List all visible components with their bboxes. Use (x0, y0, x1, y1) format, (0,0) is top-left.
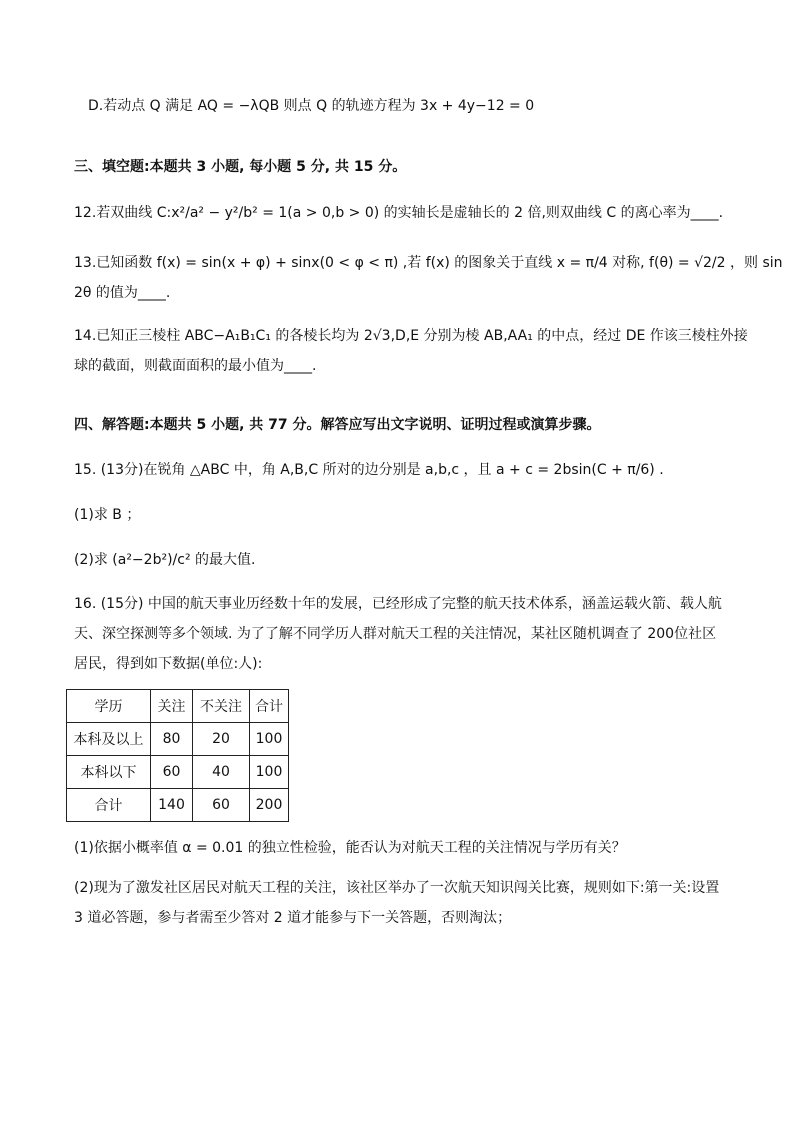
table-row (67, 723, 289, 756)
question-15-part2: (2)求 (a²−2b²)/c² 的最大值. (74, 552, 256, 568)
table-header-cell: 关注 (151, 690, 193, 723)
question-13-line2: 2θ 的值为____. (74, 285, 171, 301)
question-16-part2-line2: 3 道必答题，参与者需至少答对 2 道才能参与下一关答题，否则淘汰； (74, 910, 512, 926)
table-cell: 40 (193, 756, 250, 789)
table-row (67, 756, 289, 789)
section-4-heading: 四、解答题:本题共 5 小题, 共 77 分。解答应写出文字说明、证明过程或演算步骤。 (74, 417, 601, 433)
question-16-part1: (1)依据小概率值 α = 0.01 的独立性检验，能否认为对航天工程的关注情况与学历有关？ (74, 840, 626, 856)
table-header-cell: 不关注 (193, 690, 250, 723)
table-cell: 20 (193, 723, 250, 756)
table-header-cell: 学历 (67, 690, 151, 723)
table-cell: 本科及以上 (67, 723, 151, 756)
survey-table (66, 689, 289, 822)
question-15: 15. (13分)在锐角 △ABC 中，角 A,B,C 所对的边分别是 a,b,c ，且 a + c = 2bsin(C + π/6) . (74, 462, 664, 478)
table-cell: 60 (193, 789, 250, 822)
table-cell: 100 (250, 756, 289, 789)
question-14-line2: 球的截面，则截面面积的最小值为____. (74, 358, 317, 374)
question-13-line1: 13.已知函数 f(x) = sin(x + φ) + sinx(0 < φ < π) ,若 f(x) 的图象关于直线 x = π/4 对称, f(θ) = √2/2 ，则 sin (74, 255, 783, 271)
table-cell: 60 (151, 756, 193, 789)
table-header-row (67, 690, 289, 723)
question-15-part1: (1)求 B ； (74, 507, 141, 523)
table-row (67, 789, 289, 822)
section-3-heading: 三、填空题:本题共 3 小题, 每小题 5 分, 共 15 分。 (74, 159, 407, 175)
question-16-line3: 居民，得到如下数据(单位:人): (74, 656, 263, 672)
question-12: 12.若双曲线 C:x²/a² − y²/b² = 1(a > 0,b > 0) 的实轴长是虚轴长的 2 倍,则双曲线 C 的离心率为____. (74, 205, 724, 221)
question-16-part2-line1: (2)现为了激发社区居民对航天工程的关注，该社区举办了一次航天知识闯关比赛，规则如下:第一关:设置 (74, 880, 720, 896)
question-14-line1: 14.已知正三棱柱 ABC−A₁B₁C₁ 的各棱长均为 2√3,D,E 分别为棱 AB,AA₁ 的中点，经过 DE 作该三棱柱外接 (74, 328, 748, 344)
table-cell: 合计 (67, 789, 151, 822)
table-cell: 140 (151, 789, 193, 822)
table-cell: 100 (250, 723, 289, 756)
table-cell: 200 (250, 789, 289, 822)
table-cell: 本科以下 (67, 756, 151, 789)
question-16-line1: 16. (15分) 中国的航天事业历经数十年的发展，已经形成了完整的航天技术体系，涵盖运载火箭、载人航 (74, 596, 722, 612)
table-header-cell: 合计 (250, 690, 289, 723)
table-cell: 80 (151, 723, 193, 756)
option-d: D.若动点 Q 满足 AQ = −λQB 则点 Q 的轨迹方程为 3x + 4y−12 = 0 (88, 98, 535, 114)
question-16-line2: 天、深空探测等多个领域. 为了了解不同学历人群对航天工程的关注情况，某社区随机调查了 200位社区 (74, 626, 717, 642)
